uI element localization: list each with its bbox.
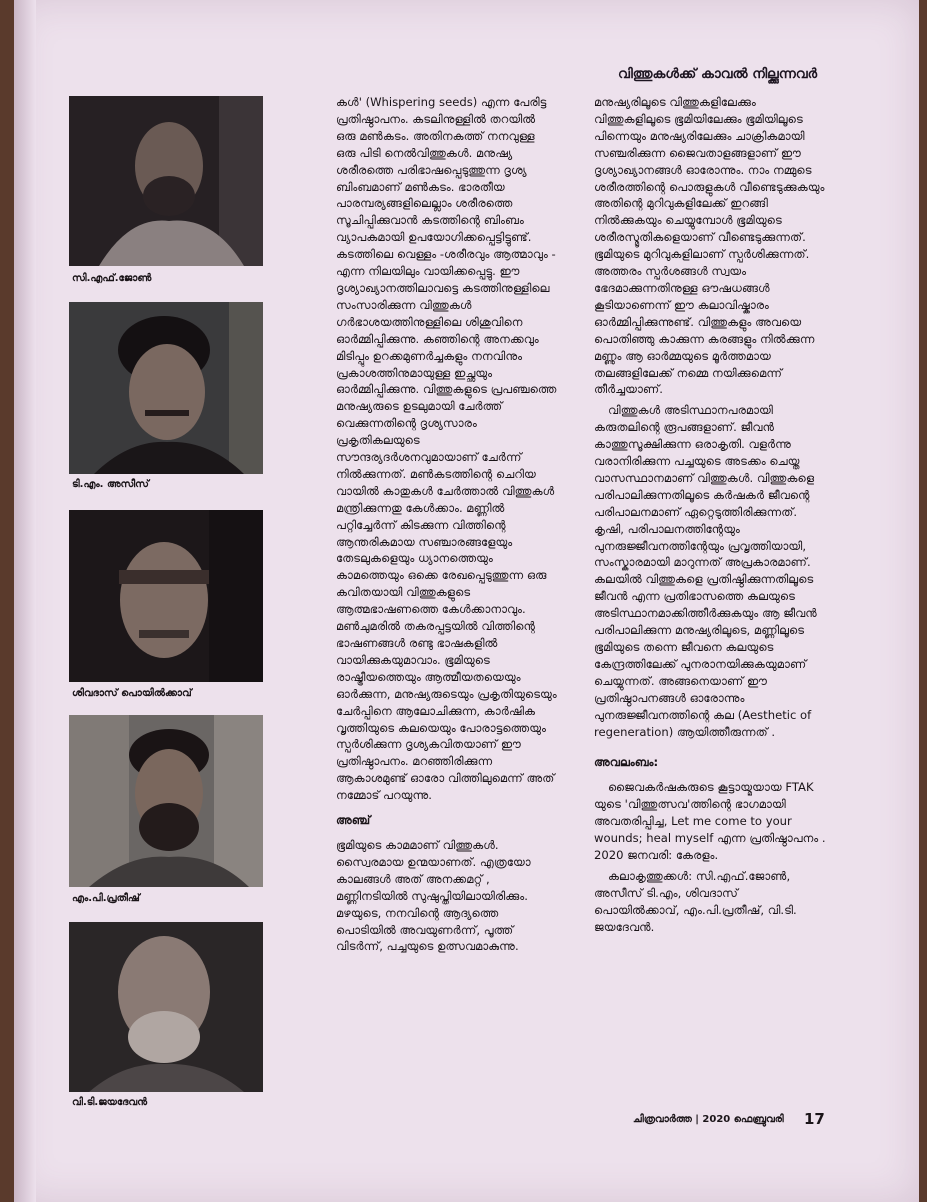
photo-caption: ശിവദാസ് പൊയിൽക്കാവ് xyxy=(72,688,192,699)
article-header: വിത്തുകൾക്ക് കാവൽ നില്ക്കുന്നവർ xyxy=(618,66,818,82)
body-paragraph: മനുഷ്യരിലൂടെ വിത്തുകളിലേക്കും വിത്തുകളിലൂടെ ഭൂമിയിലേക്കും ഭൂമിയിലൂടെ പിന്നെയും മനുഷ്യരിലേക്കും ചാക്രികമായി സഞ്ചരിക്കുന്ന ജൈവതാളങ്ങളാണ് ഈ ദൃശ്യാഖ്യാനങ്ങൾ ഓരോന്നും. നാം നമ്മുടെ ശരീരത്തിന്റെ പൊരുളുകൾ വീണ്ടെടുക്കുകയും അതിന്റെ മുറിവുകളിലേക്ക് ഇറങ്ങി നിൽക്കുകയും ചെയ്യുമ്പോൾ ഭൂമിയുടെ ശരീരസ്മൃതികളെയാണ് വീണ്ടെടുക്കുന്നത്. ഭൂമിയുടെ മുറിവുകളിലാണ് സ്പർശിക്കുന്നത്. അത്തരം സ്പർശങ്ങൾ സ്വയം ഭേദമാക്കുന്നതിനുള്ള ഔഷധങ്ങൾ കൂടിയാണെന്ന് ഈ കലാവിഷ്കാരം ഓർമ്മിപ്പിക്കുന്നുണ്ട്. വിത്തുകളും അവയെ പൊതിഞ്ഞു കാക്കുന്ന കരങ്ങളും നിൽക്കുന്ന മണ്ണും ആ ഓർമ്മയുടെ മൂർത്തമായ തലങ്ങളിലേക്ക് നമ്മെ നയിക്കുമെന്ന് തീർച്ചയാണ്. xyxy=(594,95,825,397)
page-gutter-shadow xyxy=(14,0,36,1202)
section-heading: അഞ്ച് xyxy=(336,813,371,828)
artist-photo-cf-john xyxy=(69,96,263,266)
body-paragraph: വിത്തുകൾ അടിസ്ഥാനപരമായി കരുതലിന്റെ രൂപങ്ങളാണ്. ജീവൻ കാത്തുസൂക്ഷിക്കുന്ന ഒരാകൃതി. വളർന്നു വരാനിരിക്കുന്ന പച്ചയുടെ അടക്കം ചെയ്ത വാസസ്ഥാനമാണ് വിത്തുകൾ. വിത്തുകളെ പരിപാലിക്കുന്നതിലൂടെ കർഷകർ ജീവന്റെ പരിപാലനമാണ് ഏറ്റെടുത്തിരിക്കുന്നത്. കൃഷി, പരിപാലനത്തിന്റേയും പുനരുജ്ജീവനത്തിന്റേയും പ്രവൃത്തിയായി, സംസ്കാരമായി മാറുന്നത് അപ്രകാരമാണ്. കലയിൽ വിത്തുകളെ പ്രതിഷ്ഠിക്കുന്നതിലൂടെ ജീവൻ എന്ന പ്രതിഭാസത്തെ കലയുടെ അടിസ്ഥാനമാക്കിത്തീർക്കുകയും ആ ജീവൻ പരിപാലിക്കുന്ന മനുഷ്യരിലൂടെ, മണ്ണിലൂടെ ഭൂമിയുടെ തന്നെ ജീവനെ കലയുടെ കേന്ദ്രത്തിലേക്ക് പുനരാനയിക്കുകയുമാണ് ചെയ്യുന്നത്. അങ്ങനെയാണ് ഈ പ്രതിഷ്ഠാപനങ്ങൾ ഓരോന്നും പുനരുജ്ജീവനത്തിന്റെ കല (Aesthetic of regeneration) ആയിത്തീരുന്നത് . xyxy=(594,403,817,739)
artists-credit: കലാകൃത്തുക്കൾ: സി.എഫ്.ജോൺ, അസീസ് ടി.എം, ശിവദാസ് പൊയിൽക്കാവ്, എം.പി.പ്രതീഷ്, വി.ടി. ജയദേവൻ. xyxy=(594,868,797,934)
page-number: 17 xyxy=(804,1110,825,1128)
photo-caption: സി.എഫ്.ജോൺ xyxy=(72,273,152,284)
body-paragraph: കൾ' (Whispering seeds) എന്ന പേരിട്ട പ്രതിഷ്ഠാപനം. കടലിനുള്ളിൽ തറയിൽ ഒരു മൺകടം. അതിനകത്ത് നനവുള്ള ഒരു പിടി നെൽവിത്തുകൾ. മനുഷ്യ ശരീരത്തെ പരിഭാഷപ്പെടുത്തുന്ന ദൃശ്യ ബിംബമാണ് മൺകടം. ഭാരതീയ പാരമ്പര്യങ്ങളിലെല്ലാം ശരീരത്തെ സൂചിപ്പിക്കുവാൻ കടത്തിന്റെ ബിംബം വ്യാപകമായി ഉപയോഗിക്കപ്പെട്ടിട്ടുണ്ട്. കടത്തിലെ വെള്ളം -ശരീരവും ആത്മാവും - എന്ന നിലയിലും വായിക്കപ്പെട്ടു. ഈ ദൃശ്യാഖ്യാനത്തിലാവട്ടെ കടത്തിനുള്ളിലെ സംസാരിക്കുന്ന വിത്തുകൾ ഗർഭാശയത്തിനുള്ളിലെ ശിശുവിനെ ഓർമ്മിപ്പിക്കുന്നു. കഞ്ഞിന്റെ അനക്കവും മിടിപ്പും ഉറക്കമുണർച്ചകളും നനവിനും പ്രകാശത്തിനുമായുള്ള ഇച്ഛയും ഓർമ്മിപ്പിക്കുന്നു. വിത്തുകളുടെ പ്രപഞ്ചത്തെ മനുഷ്യരുടെ ഉടലുമായി ചേർത്ത് വെക്കുന്നതിന്റെ ദൃശ്യസാരം പ്രകൃതികലയുടെ സൗന്ദര്യദർശനവുമായാണ് ചേർന്ന് നിൽക്കുന്നത്. മൺകടത്തിന്റെ ചെറിയ വായിൽ കാതുകൾ ചേർത്താൽ വിത്തുകൾ മന്ത്രിക്കുന്നതു കേൾക്കാം. മണ്ണിൽ പറ്റിച്ചേർന്ന് കിടക്കുന്ന വിത്തിന്റെ ആന്തരികമായ സഞ്ചാരങ്ങളേയും തേടലുകളെയും ധ്യാനത്തെയും കാമത്തെയും ഒക്കെ രേഖപ്പെടുത്തുന്ന ഒരു കവിതയായി വിത്തുകളുടെ ആത്മഭാഷണത്തെ കേൾക്കാനാവും. മൺചുമരിൽ തകരപ്പട്ടയിൽ വിത്തിന്റെ ഭാഷണങ്ങൾ രണ്ടു ഭാഷകളിൽ വായിക്കുകയുമാവാം. ഭൂമിയുടെ രാഷ്ട്രീയത്തെയും ആത്മീയതയെയും ഓർക്കുന്ന, മനുഷ്യരുടെയും പ്രകൃതിയുടെയും ചേർപ്പിനെ ആലോചിക്കുന്ന, കാർഷിക വൃത്തിയുടെ കലയെയും പോരാട്ടത്തെയും സ്പർശിക്കുന്ന ദൃശ്യകവിതയാണ് ഈ പ്രതിഷ്ഠാപനം. മറഞ്ഞിരിക്കുന്ന ആകാശമുണ്ട് ഓരോ വിത്തിലുമെന്ന് അത് നമ്മോട് പറയുന്നു. xyxy=(336,95,557,803)
source-note: ജൈവകർഷകരുടെ കൂട്ടായ്മയായ FTAK യുടെ 'വിത്തുത്സവ'ത്തിന്റെ ഭാഗമായി അവതരിപ്പിച്ച, Let me come to your wounds; heal myself എന്ന പ്രതിഷ്ഠാപനം . 2020 ജനവരി: കേരളം. xyxy=(594,780,826,862)
right-column xyxy=(594,94,826,940)
photo-caption: ടി.എം. അസീസ് xyxy=(72,479,149,490)
artist-photo-vt-jayadevan xyxy=(69,922,263,1092)
artist-photo-sivadas-poyilkkavu xyxy=(69,510,263,682)
middle-column xyxy=(336,94,558,959)
sources-heading: അവലംബം: xyxy=(594,755,659,770)
body-paragraph: ഭൂമിയുടെ കാമമാണ് വിത്തുകൾ. സ്വൈരമായ ഉന്മയാണത്. എത്രയോ കാലങ്ങൾ അത് അനക്കമറ്റ് , മണ്ണിനടിയിൽ സുഷുപ്തിയിലായിരിക്കും. മഴയുടെ, നനവിന്റെ ആദ്യത്തെ പൊടിയിൽ അവയുണർന്ന്, പൂത്ത് വിടർന്ന്, പച്ചയുടെ ഉത്സവമാകുന്നു. xyxy=(336,837,531,954)
artist-photo-tm-azees xyxy=(69,302,263,474)
photo-caption: വി.ടി.ജയദേവൻ xyxy=(72,1097,148,1108)
magazine-page xyxy=(14,0,919,1202)
artist-photo-mp-pratheesh xyxy=(69,715,263,887)
photo-caption: എം.പി.പ്രതീഷ് xyxy=(72,893,140,904)
footer-publication: ചിത്രവാർത്ത | 2020 ഫെബ്രുവരി xyxy=(633,1114,784,1125)
